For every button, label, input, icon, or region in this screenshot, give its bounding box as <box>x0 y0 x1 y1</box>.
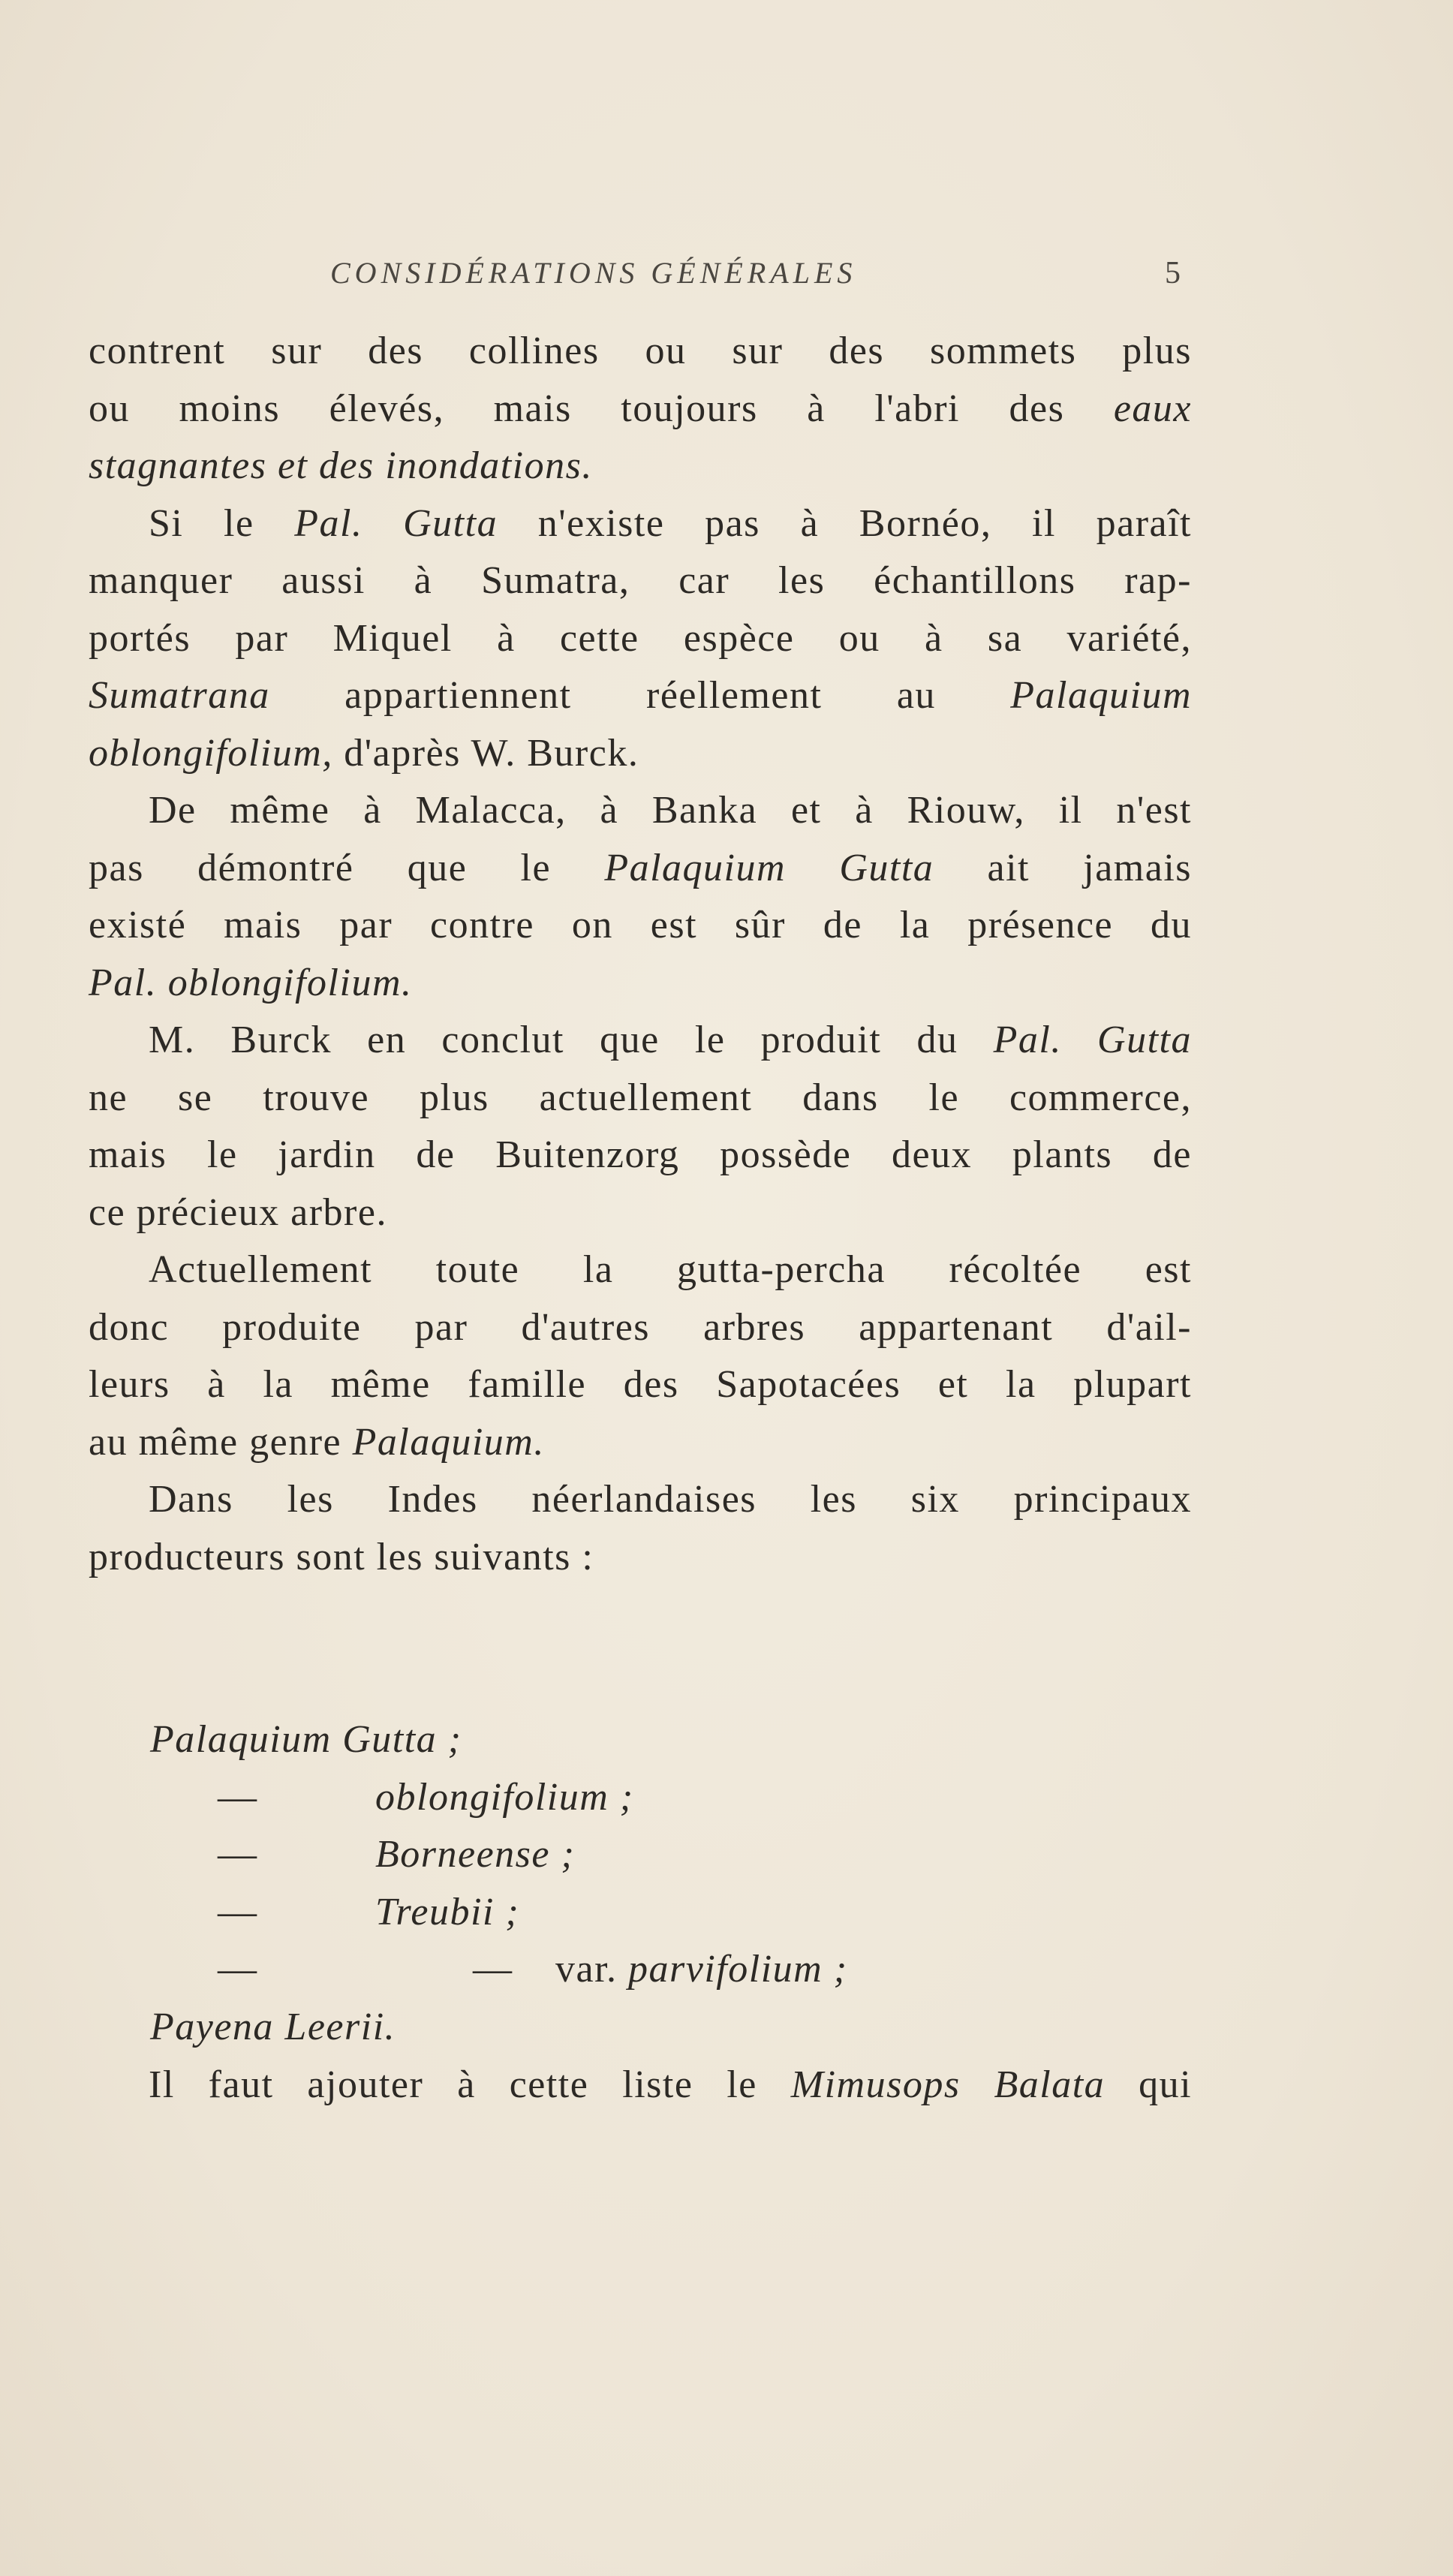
text-line: producteurs sont les suivants : <box>89 1535 594 1578</box>
text-line: Pal. oblongifolium. <box>89 961 413 1004</box>
page-header <box>0 255 1453 300</box>
text-line: pas démontré que le Palaquium Gutta ait jamais <box>89 846 1193 889</box>
text-line: Actuellement toute la gutta-percha récoltée est <box>149 1248 1192 1291</box>
list-item: Palaquium Gutta ; <box>150 1718 462 1761</box>
text-line: au même genre Palaquium. <box>89 1420 545 1464</box>
list-item: — oblongifolium ; <box>218 1775 634 1819</box>
text-line: stagnantes et des inondations. <box>89 444 593 487</box>
text-line: manquer aussi à Sumatra, car les échantillons rap- <box>89 559 1192 602</box>
text-line: ou moins élevés, mais toujours à l'abri des eaux <box>89 387 1192 430</box>
species-list <box>150 1711 1126 2056</box>
text-line: contrent sur des collines ou sur des sommets plus <box>89 330 1192 372</box>
text-line: portés par Miquel à cette espèce ou à sa variété, <box>89 616 1192 660</box>
text-line: donc produite par d'autres arbres appartenant d'ail- <box>89 1305 1192 1349</box>
text-line: leurs à la même famille des Sapotacées et la plupart <box>89 1363 1192 1406</box>
list-item: Payena Leerii. <box>150 2005 396 2048</box>
text-line: Il faut ajouter à cette liste le Mimusops Balata qui <box>149 2063 1193 2106</box>
text-line: De même à Malacca, à Banka et à Riouw, il n'est <box>149 789 1192 832</box>
text-line: Sumatrana appartiennent réellement au Palaquium <box>89 674 1193 717</box>
text-line: oblongifolium, d'après W. Burck. <box>89 731 639 775</box>
running-head: CONSIDÉRATIONS GÉNÉRALES <box>330 256 857 290</box>
text-line: Si le Pal. Gutta n'existe pas à Bornéo, il paraît <box>149 501 1192 545</box>
text-line: ne se trouve plus actuellement dans le commerce, <box>89 1076 1192 1119</box>
text-line: existé mais par contre on est sûr de la présence du <box>89 904 1192 946</box>
list-item: — Treubii ; <box>218 1890 520 1934</box>
text-line: Dans les Indes néerlandaises les six principaux <box>149 1478 1192 1521</box>
page-number: 5 <box>1165 256 1181 290</box>
closing-line <box>149 2057 1192 2114</box>
body-text <box>89 323 1192 1586</box>
list-item: — Borneense ; <box>218 1833 576 1876</box>
text-line: M. Burck en conclut que le produit du Pal. Gutta <box>149 1019 1192 1061</box>
text-line: ce précieux arbre. <box>89 1190 387 1234</box>
list-item: — — var. parvifolium ; <box>218 1948 848 1991</box>
text-line: mais le jardin de Buitenzorg possède deux plants de <box>89 1133 1192 1176</box>
